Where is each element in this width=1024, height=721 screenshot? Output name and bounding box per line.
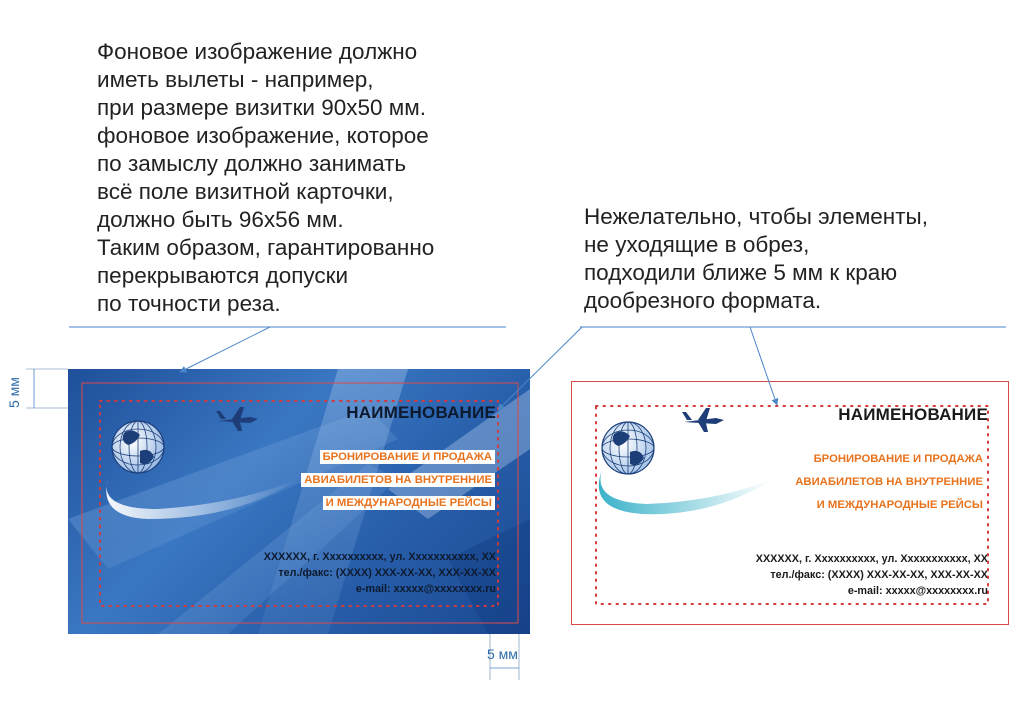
note-line: перекрываются допуски: [97, 263, 349, 288]
swoosh-graphic: [599, 470, 772, 514]
airplane-icon: [216, 407, 258, 431]
address-line: ХХХХХХ, г. Хххххххххх, ул. Ххххххххххх, ХХ: [755, 553, 988, 565]
note-line: дообрезного формата.: [584, 288, 822, 313]
note-line: не уходящие в обрез,: [584, 232, 810, 257]
globe-icon: [602, 422, 654, 474]
tagline-line: АВИАБИЛЕТОВ НА ВНУТРЕННИЕ: [301, 473, 495, 487]
note-line: Фоновое изображение должно: [97, 39, 418, 64]
note-line: подходили ближе 5 мм к краю: [584, 260, 898, 285]
company-name: НАИМЕНОВАНИЕ: [346, 403, 496, 422]
company-tagline: [301, 446, 495, 515]
note-line: фоновое изображение, которое: [97, 123, 429, 148]
business-card-plain: [571, 381, 1009, 625]
note-line: по точности реза.: [97, 291, 281, 316]
note-line: Таким образом, гарантированно: [97, 235, 435, 260]
safe-zone-explanation: [584, 203, 928, 315]
tagline-line: БРОНИРОВАНИЕ И ПРОДАЖА: [813, 453, 983, 465]
pointer-line: [180, 327, 270, 372]
bleed-explanation: [97, 38, 434, 318]
contact-block: [756, 551, 988, 599]
globe-icon: [112, 421, 164, 473]
note-line: должно быть 96х56 мм.: [97, 207, 344, 232]
note-line: при размере визитки 90х50 мм.: [97, 95, 426, 120]
dimension-label-top: 5 мм: [6, 377, 22, 408]
note-line: всё поле визитной карточки,: [97, 179, 394, 204]
dimension-label-bottom: 5 мм: [487, 646, 518, 662]
note-line: по замыслу должно занимать: [97, 151, 407, 176]
address-line: ХХХХХХ, г. Хххххххххх, ул. Ххххххххххх, ХХ: [263, 551, 496, 563]
phone-line: тел./факс: (ХХХХ) ХХХ-ХХ-ХХ, ХХХ-ХХ-ХХ: [770, 569, 988, 581]
airplane-icon: [682, 408, 724, 432]
company-name: НАИМЕНОВАНИЕ: [838, 405, 988, 424]
tagline-line: БРОНИРОВАНИЕ И ПРОДАЖА: [320, 450, 495, 464]
tagline-line: АВИАБИЛЕТОВ НА ВНУТРЕННИЕ: [795, 476, 983, 488]
phone-line: тел./факс: (ХХХХ) ХХХ-ХХ-ХХ, ХХХ-ХХ-ХХ: [278, 567, 496, 579]
tagline-line: И МЕЖДУНАРОДНЫЕ РЕЙСЫ: [816, 499, 983, 511]
email-line: e-mail: xxxxx@xxxxxxxx.ru: [847, 585, 988, 597]
note-line: иметь вылеты - например,: [97, 67, 374, 92]
company-tagline: [792, 448, 986, 517]
business-card-with-bleed: [68, 369, 530, 634]
tagline-line: И МЕЖДУНАРОДНЫЕ РЕЙСЫ: [323, 496, 495, 510]
contact-block: [264, 549, 496, 597]
email-line: e-mail: xxxxx@xxxxxxxx.ru: [355, 583, 496, 595]
note-line: Нежелательно, чтобы элементы,: [584, 204, 928, 229]
